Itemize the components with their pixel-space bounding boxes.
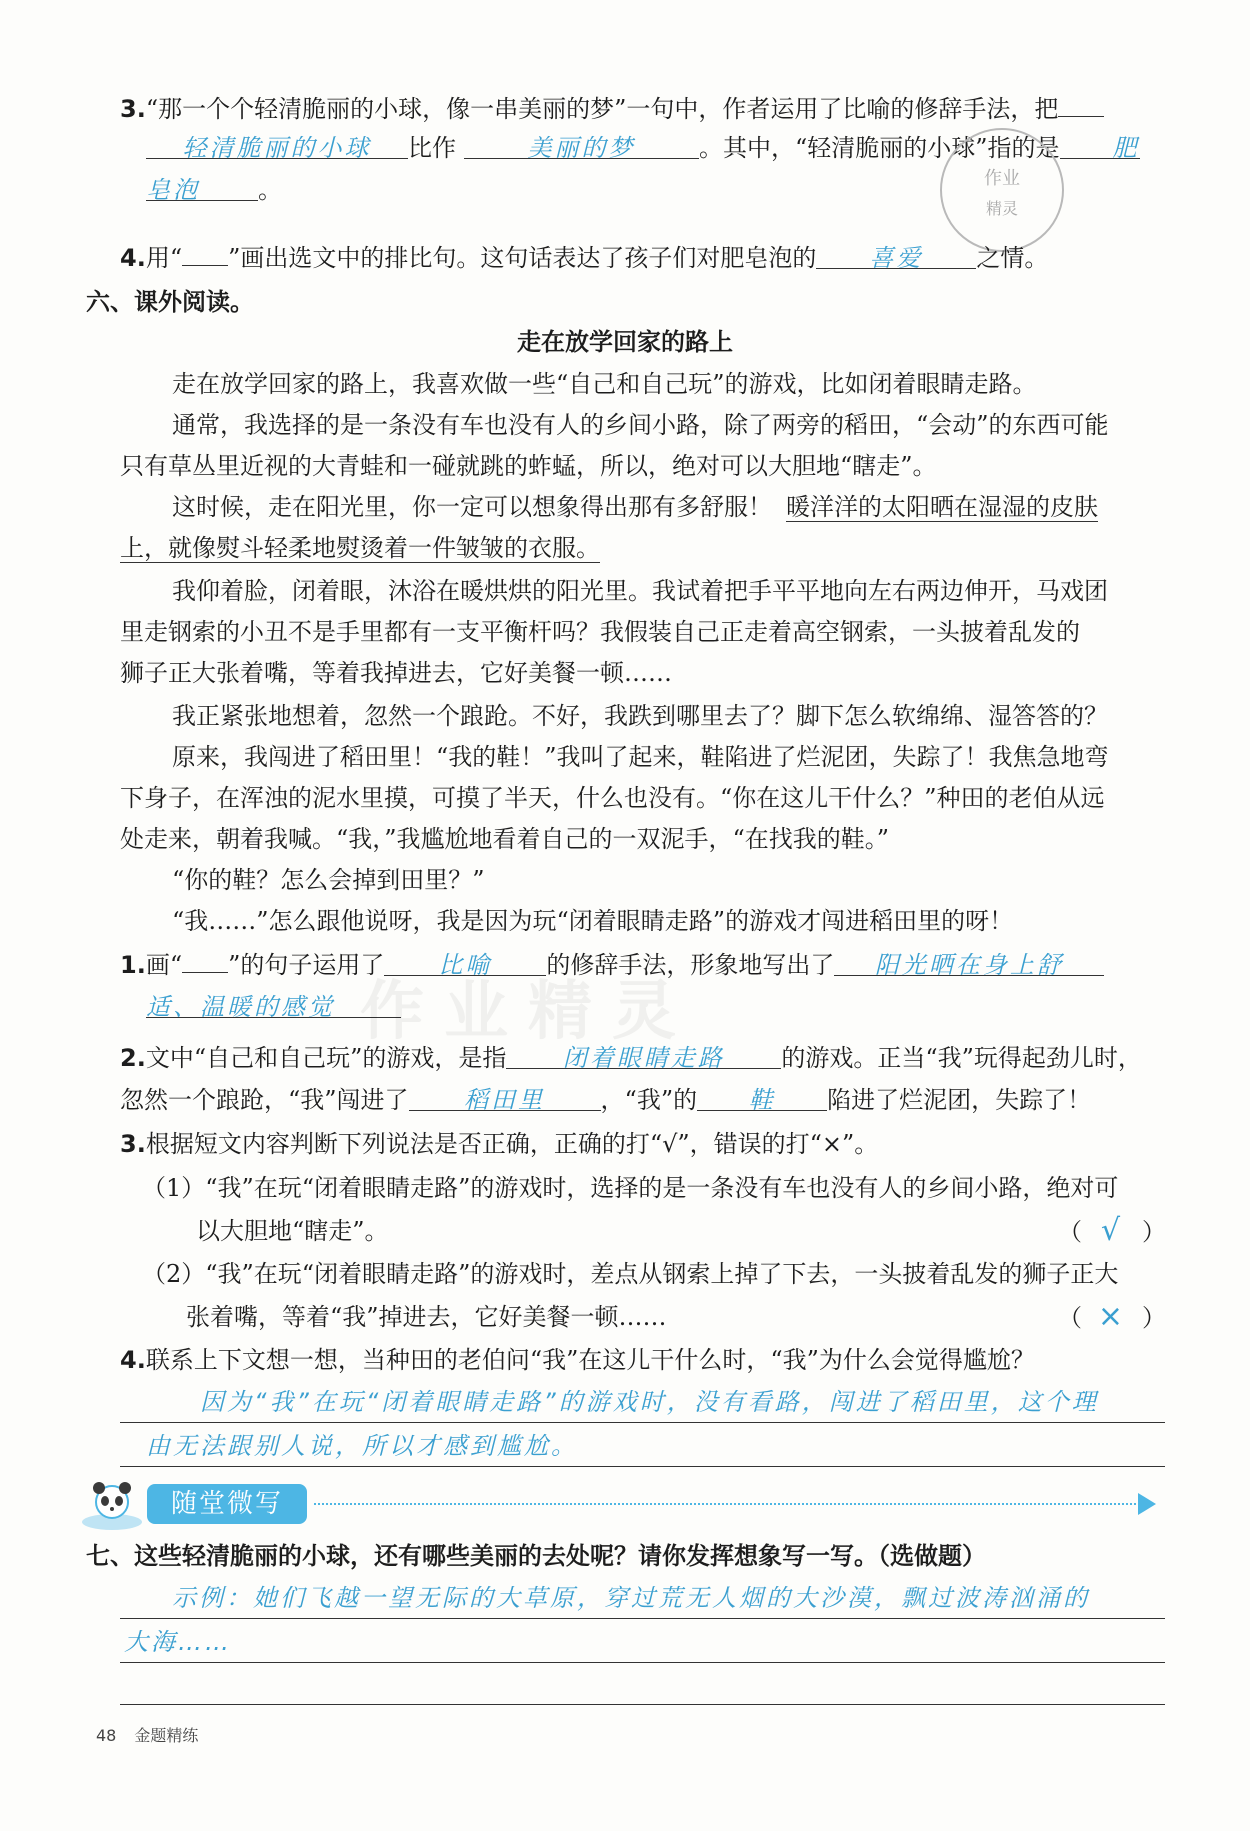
stamp-line1: 作业	[984, 168, 1020, 189]
r3-item2-paren[interactable]	[1058, 1297, 1166, 1338]
passage-title: 走在放学回家的路上	[517, 328, 733, 356]
banner-label: 随堂微写	[147, 1484, 307, 1524]
s7-answer-b: 大海……	[124, 1628, 232, 1656]
q3-blank-3b[interactable]	[146, 170, 258, 204]
q4-answer: 喜爱	[869, 244, 924, 272]
q3-blank-start	[1058, 86, 1104, 117]
r3-number: 3.	[120, 1130, 146, 1158]
r1-text-c: 的修辞手法，形象地写出了	[546, 951, 835, 979]
passage-para-6-line2: 下身子，在浑浊的泥水里摸，可摸了半天，什么也没有。“你在这儿干什么？”种田的老伯从远	[120, 784, 1105, 812]
r3-item1-answer: √	[1100, 1213, 1124, 1248]
r3-item1-text: 以大胆地“瞎走”。	[196, 1217, 389, 1245]
passage-para-8: “我……”怎么跟他说呀，我是因为玩“闭着眼睛走路”的游戏才闯进稻田里的呀！	[172, 907, 1014, 935]
s7-answer-line-1[interactable]	[120, 1578, 1165, 1619]
passage-para-5: 我正紧张地想着，忽然一个踉跄。不好，我跌到哪里去了？脚下怎么软绵绵、湿答答的？	[172, 702, 1108, 730]
passage-para-3-text: 这时候，走在阳光里，你一定可以想象得出那有多舒服！	[172, 493, 772, 521]
r2-line1	[120, 1038, 1250, 1078]
r1-number: 1.	[120, 951, 146, 979]
r1-underline-sample	[182, 946, 228, 973]
underlined-simile-1: 暖洋洋的太阳晒在湿湿的皮肤	[786, 493, 1098, 521]
r3-item2-line1: （2）“我”在玩“闭着眼睛走路”的游戏时，差点从钢索上掉了下去，一头披着乱发的狮子正大	[142, 1260, 1119, 1288]
q4-text-c: 之情。	[976, 244, 1049, 272]
q4-text-b: ”画出选文中的排比句。这句话表达了孩子们对肥皂泡的	[228, 244, 817, 272]
underlined-simile-2: 上，就像熨斗轻柔地熨烫着一件皱皱的衣服。	[120, 534, 600, 562]
r2-blank-2[interactable]	[409, 1080, 601, 1114]
r2-text-c: 忽然一个踉跄，“我”闯进了	[120, 1086, 409, 1114]
q3-line3	[146, 170, 1250, 210]
r3-item1-line1: （1）“我”在玩“闭着眼睛走路”的游戏时，选择的是一条没有车也没有人的乡间小路，绝对可	[142, 1174, 1119, 1202]
r2-blank-1[interactable]	[506, 1038, 781, 1072]
q3-answer-2: 美丽的梦	[527, 134, 636, 162]
q4-blank[interactable]	[816, 238, 976, 272]
passage-para-2-line2: 只有草丛里近视的大青蛙和一碰就跳的蚱蜢，所以，绝对可以大胆地“瞎走”。	[120, 452, 937, 480]
banner-dotted-line	[314, 1503, 1144, 1505]
q3-blank-3a[interactable]	[1060, 128, 1140, 162]
r3-item1-line2	[196, 1211, 1166, 1251]
r3-item2-answer: ×	[1097, 1299, 1127, 1334]
paren-open: （	[1058, 1218, 1082, 1246]
passage-para-3-line2	[120, 528, 1250, 568]
stamp-line2: 精灵	[985, 199, 1018, 218]
r2-answer-1: 闭着眼睛走路	[562, 1044, 725, 1072]
section-banner	[82, 1478, 1167, 1530]
watermark: 作业精灵	[360, 975, 696, 1049]
q3-blank-2[interactable]	[464, 128, 699, 162]
r2-number: 2.	[120, 1044, 146, 1072]
passage-para-4-line1: 我仰着脸，闭着眼，沐浴在暖烘烘的阳光里。我试着把手平平地向左右两边伸开，马戏团	[172, 577, 1108, 605]
r4-answer-line-2[interactable]	[120, 1426, 1165, 1467]
page-footer	[96, 1723, 216, 1746]
q3-text-b: 比作	[408, 134, 456, 162]
section7-heading: 七、这些轻清脆丽的小球，还有哪些美丽的去处呢？请你发挥想象写一写。（选做题）	[86, 1542, 986, 1570]
q3-text-a: “那一个个轻清脆丽的小球，像一串美丽的梦”一句中，作者运用了比喻的修辞手法，把	[145, 95, 1059, 123]
r4-line	[120, 1340, 1250, 1380]
paren-close: ）	[1142, 1304, 1166, 1332]
q3-answer-3a: 肥	[1112, 134, 1140, 162]
r2-answer-2: 稻田里	[464, 1086, 546, 1114]
r2-text-b: 的游戏。正当“我”玩得起劲儿时，	[781, 1044, 1142, 1072]
r1-answer-2b: 适、温暖的感觉	[146, 993, 335, 1021]
passage-para-7: “你的鞋？怎么会掉到田里？”	[172, 866, 485, 894]
r3-item1-paren[interactable]	[1058, 1211, 1166, 1252]
book-name: 金题精练	[134, 1726, 199, 1745]
arrow-right-icon	[1138, 1493, 1156, 1515]
r4-answer-b: 由无法跟别人说，所以才感到尴尬。	[146, 1432, 578, 1460]
panda-icon	[82, 1478, 144, 1530]
q3-text-d: 。	[258, 176, 282, 204]
paren-open: （	[1058, 1304, 1082, 1332]
q3-answer-1: 轻清脆丽的小球	[182, 134, 372, 162]
passage-para-2-line1: 通常，我选择的是一条没有车也没有人的乡间小路，除了两旁的稻田，“会动”的东西可能	[172, 411, 1109, 439]
r1-text-b: ”的句子运用了	[228, 951, 385, 979]
s7-answer-a: 示例：她们飞越一望无际的大草原，穿过荒无人烟的大沙漠，飘过波涛汹涌的	[172, 1584, 1090, 1612]
r2-text-a: 文中“自己和自己玩”的游戏，是指	[145, 1044, 507, 1072]
q3-line2	[146, 128, 1250, 168]
r4-answer-a: 因为“我”在玩“闭着眼睛走路”的游戏时，没有看路，闯进了稻田里，这个理	[200, 1388, 1099, 1416]
q3-blank-1[interactable]	[146, 128, 408, 162]
passage-para-4-line3: 狮子正大张着嘴，等着我掉进去，它好美餐一顿……	[120, 659, 672, 687]
r2-answer-3: 鞋	[748, 1086, 776, 1114]
passage-para-6-line3: 处走来，朝着我喊。“我，”我尴尬地看着自己的一双泥手，“在找我的鞋。”	[120, 825, 890, 853]
r1-answer-2a: 阳光晒在身上舒	[874, 951, 1064, 979]
q4-text-a: 用“	[145, 244, 183, 272]
r4-number: 4.	[120, 1346, 146, 1374]
r3-text: 根据短文内容判断下列说法是否正确，正确的打“√”，错误的打“×”。	[145, 1130, 879, 1158]
r1-answer-1: 比喻	[438, 951, 493, 979]
r3-line	[120, 1124, 1250, 1164]
r2-text-e: 陷进了烂泥团，失踪了！	[827, 1086, 1092, 1114]
s7-answer-line-2[interactable]	[120, 1622, 1165, 1663]
s7-answer-line-3[interactable]	[120, 1664, 1165, 1705]
passage-para-6-line1: 原来，我闯进了稻田里！“我的鞋！”我叫了起来，鞋陷进了烂泥团，失踪了！我焦急地弯	[172, 743, 1109, 771]
q3-number: 3.	[120, 95, 146, 123]
passage-para-1: 走在放学回家的路上，我喜欢做一些“自己和自己玩”的游戏，比如闭着眼睛走路。	[172, 370, 1037, 398]
r1-text-a: 画“	[145, 951, 183, 979]
r1-blank-2[interactable]	[834, 945, 1104, 979]
passage-para-3-line1	[172, 487, 1250, 527]
q3-line1	[120, 86, 1170, 129]
q4-line	[120, 238, 1250, 278]
q3-answer-3b: 皂泡	[146, 176, 200, 204]
q3-text-c: 。其中，“轻清脆丽的小球”指的是	[699, 134, 1060, 162]
r2-text-d: ，“我”的	[600, 1086, 698, 1114]
r2-blank-3[interactable]	[697, 1080, 827, 1114]
paren-close: ）	[1142, 1218, 1166, 1246]
q4-underline-sample	[182, 239, 228, 266]
homework-stamp	[940, 128, 1064, 252]
r2-line2	[120, 1080, 1250, 1120]
passage-para-4-line2: 里走钢索的小丑不是手里都有一支平衡杆吗？我假装自己正走着高空钢索，一头披着乱发的	[120, 618, 1080, 646]
q4-number: 4.	[120, 244, 146, 272]
r3-item2-line2	[186, 1297, 1166, 1337]
section6-heading: 六、课外阅读。	[86, 288, 254, 316]
r1-line2	[146, 987, 1250, 1027]
r4-text: 联系上下文想一想，当种田的老伯问“我”在这儿干什么时，“我”为什么会觉得尴尬？	[145, 1346, 1035, 1374]
page-number: 48	[96, 1726, 117, 1745]
r3-item2-text: 张着嘴，等着“我”掉进去，它好美餐一顿……	[186, 1303, 667, 1331]
r4-answer-line-1[interactable]	[120, 1382, 1165, 1423]
